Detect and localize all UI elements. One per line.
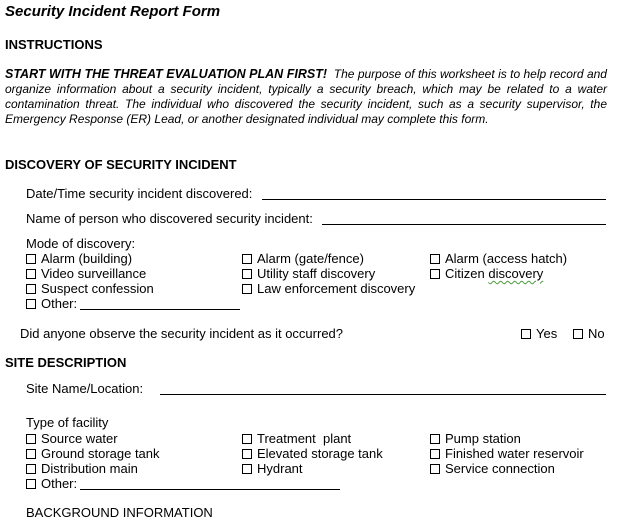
observe-question: Did anyone observe the security incident as it occurred? — [20, 326, 344, 341]
checkbox-label: Yes — [536, 326, 558, 341]
instructions-lead: START WITH THE THREAT EVALUATION PLAN FIRST! — [5, 67, 327, 81]
checkbox-label: Other: — [41, 296, 78, 311]
person-label: Name of person who discovered security incident: — [26, 211, 313, 226]
checkbox-box — [26, 434, 36, 444]
checkbox-box — [26, 269, 36, 279]
datetime-field[interactable] — [262, 199, 606, 200]
checkbox-box — [26, 284, 36, 294]
checkbox-ground-storage[interactable] — [26, 446, 160, 461]
checkbox-box — [26, 464, 36, 474]
checkbox-video[interactable] — [26, 266, 146, 281]
checkbox-label: Treatment plant — [257, 431, 352, 446]
checkbox-no[interactable] — [573, 326, 605, 341]
checkbox-box — [242, 434, 252, 444]
checkbox-citizen[interactable] — [430, 266, 543, 281]
checkbox-label: Ground storage tank — [41, 446, 160, 461]
checkbox-label: Suspect confession — [41, 281, 154, 296]
checkbox-pump-station[interactable] — [430, 431, 521, 446]
checkbox-yes[interactable] — [521, 326, 557, 341]
checkbox-box — [242, 464, 252, 474]
checkbox-box — [242, 254, 252, 264]
checkbox-label: Alarm (building) — [41, 251, 133, 266]
checkbox-alarm-gate[interactable] — [242, 251, 364, 266]
checkbox-elevated-storage[interactable] — [242, 446, 383, 461]
checkbox-box — [430, 254, 440, 264]
checkbox-label: Alarm (gate/fence) — [257, 251, 364, 266]
checkbox-distribution-main[interactable] — [26, 461, 138, 476]
site-name-field[interactable] — [160, 394, 606, 395]
checkbox-label: Source water — [41, 431, 118, 446]
checkbox-finished-reservoir[interactable] — [430, 446, 584, 461]
checkbox-box — [26, 254, 36, 264]
checkbox-box — [430, 269, 440, 279]
background-heading: BACKGROUND INFORMATION — [26, 505, 213, 520]
checkbox-box — [430, 449, 440, 459]
checkbox-label: Hydrant — [257, 461, 303, 476]
checkbox-service-connection[interactable] — [430, 461, 555, 476]
checkbox-box — [242, 284, 252, 294]
other-discovery-field[interactable] — [80, 309, 240, 310]
spellcheck-word: discovery — [488, 266, 544, 281]
instructions-text — [5, 67, 607, 127]
checkbox-label: Utility staff discovery — [257, 266, 376, 281]
checkbox-alarm-building[interactable] — [26, 251, 132, 266]
checkbox-alarm-hatch[interactable] — [430, 251, 567, 266]
checkbox-box — [26, 479, 36, 489]
checkbox-law-enforcement[interactable] — [242, 281, 415, 296]
checkbox-label: Alarm (access hatch) — [445, 251, 568, 266]
person-field[interactable] — [322, 224, 606, 225]
other-facility-field[interactable] — [80, 489, 340, 490]
checkbox-other-discovery[interactable] — [26, 296, 77, 311]
checkbox-label: No — [588, 326, 605, 341]
checkbox-label: Distribution main — [41, 461, 138, 476]
checkbox-box — [430, 434, 440, 444]
checkbox-utility-staff[interactable] — [242, 266, 375, 281]
discovery-heading: DISCOVERY OF SECURITY INCIDENT — [5, 157, 237, 172]
facility-label: Type of facility — [26, 415, 109, 430]
checkbox-box — [26, 449, 36, 459]
checkbox-other-facility[interactable] — [26, 476, 77, 491]
checkbox-label: Finished water reservoir — [445, 446, 584, 461]
checkbox-label: Video surveillance — [41, 266, 147, 281]
checkbox-label: Service connection — [445, 461, 555, 476]
checkbox-label: Citizen discovery — [445, 266, 544, 281]
site-name-label: Site Name/Location: — [26, 381, 144, 396]
checkbox-label: Law enforcement discovery — [257, 281, 416, 296]
checkbox-label: Other: — [41, 476, 78, 491]
instructions-body: The purpose of this worksheet is to help record and organize information about a security incident, typically a security breach, which may be related to a water contamination threat. The individual who discovered the security incident, such as a security supervisor, the Emergency Response (ER) Lead, or another designated individual may complete this form. — [5, 67, 607, 126]
checkbox-box — [242, 449, 252, 459]
mode-label: Mode of discovery: — [26, 236, 136, 251]
checkbox-treatment-plant[interactable] — [242, 431, 351, 446]
checkbox-box — [521, 329, 531, 339]
instructions-heading: INSTRUCTIONS — [5, 37, 103, 52]
checkbox-label: Elevated storage tank — [257, 446, 383, 461]
checkbox-hydrant[interactable] — [242, 461, 303, 476]
checkbox-source-water[interactable] — [26, 431, 118, 446]
form-title: Security Incident Report Form — [5, 3, 221, 20]
checkbox-label: Pump station — [445, 431, 521, 446]
datetime-label: Date/Time security incident discovered: — [26, 186, 253, 201]
site-heading: SITE DESCRIPTION — [5, 355, 127, 370]
checkbox-box — [573, 329, 583, 339]
checkbox-suspect[interactable] — [26, 281, 154, 296]
checkbox-box — [430, 464, 440, 474]
checkbox-box — [242, 269, 252, 279]
checkbox-box — [26, 299, 36, 309]
